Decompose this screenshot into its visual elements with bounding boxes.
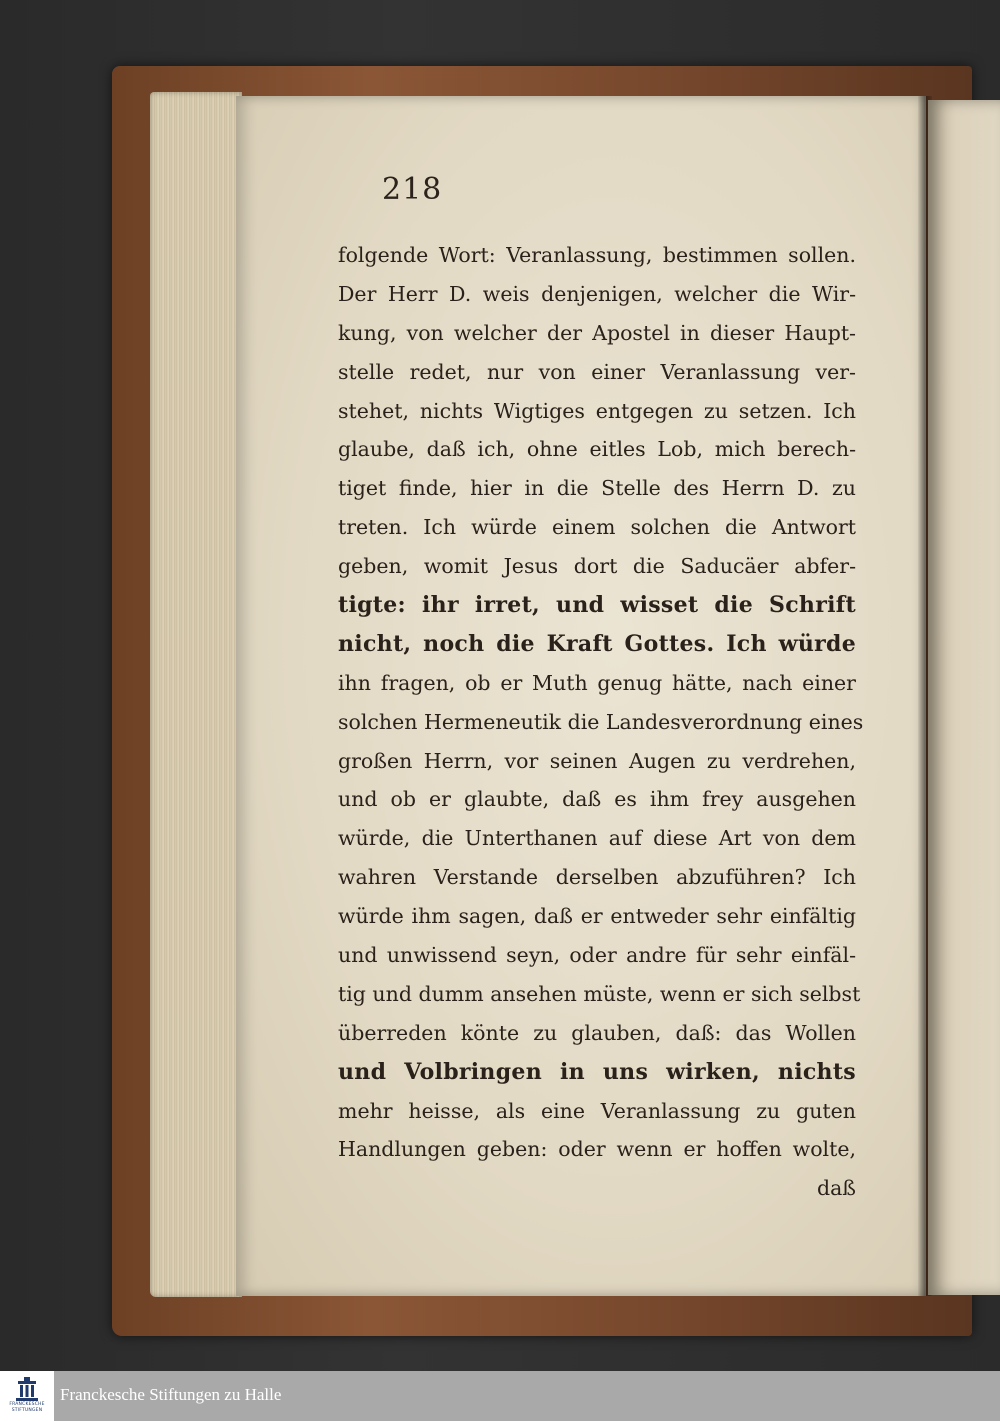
text-line: mehr heisse, als eine Veranlassung zu guten [338,1098,856,1123]
text-line: folgende Wort: Veranlassung, bestimmen sollen. [338,243,856,267]
footer-bar [0,1371,1000,1421]
facing-page [928,100,1000,1295]
text-line: kung, von welcher der Apostel in dieser Haupt- [338,320,856,345]
text-line: tigte: ihr irret, und wisset die Schrift [338,592,856,619]
text-line: großen Herrn, vor seinen Augen zu verdrehen, [338,748,856,773]
text-line: und Volbringen in uns wirken, nichts [338,1058,856,1085]
text-line: wahren Verstande derselben abzuführen? Ich [338,865,856,890]
text-line: ihn fragen, ob er Muth genug hätte, nach einer [338,670,856,695]
text-line: stehet, nichts Wigtiges entgegen zu setzen. Ich [338,398,856,423]
text-line: stelle redet, nur von einer Veranlassung ver- [338,359,856,384]
logo-text-line: STIFTUNGEN [11,1408,43,1413]
catchword: daß [816,1176,856,1201]
building-icon [14,1377,40,1401]
text-line: würde, die Unterthanen auf diese Art von dem [338,826,856,851]
page-edges [150,92,242,1297]
logo-text-line: FRANCKESCHE [9,1402,45,1407]
text-line: und unwissend seyn, oder andre für sehr einfäl- [338,943,856,968]
text-line: Handlungen geben: oder wenn er hoffen wolte, [338,1137,856,1162]
text-line: glaube, daß ich, ohne eitles Lob, mich berech- [338,437,856,462]
text-line: nicht, noch die Kraft Gottes. Ich würde [338,630,856,657]
page-text [338,236,864,1208]
text-line: würde ihm sagen, daß er entweder sehr einfältig [338,904,856,929]
text-line: solchen Hermeneutik die Landesverordnung eines [338,709,864,734]
institution-name: Franckesche Stiftungen zu Halle [60,1385,282,1404]
text-line: überreden könte zu glauben, daß: das Wollen [338,1020,856,1045]
page-number: 218 [382,172,443,207]
institution-logo[interactable] [0,1371,54,1421]
text-line: tig und dumm ansehen müste, wenn er sich selbst [338,981,861,1006]
logo-text [2,1402,52,1414]
text-line: geben, womit Jesus dort die Saducäer abfer- [338,554,856,579]
text-line: Der Herr D. weis denjenigen, welcher die Wir- [338,281,856,306]
text-line: tiget finde, hier in die Stelle des Herrn D. zu [338,476,856,501]
text-line: und ob er glaubte, daß es ihm frey ausgehen [338,787,856,812]
text-line: treten. Ich würde einem solchen die Antwort [338,515,856,540]
